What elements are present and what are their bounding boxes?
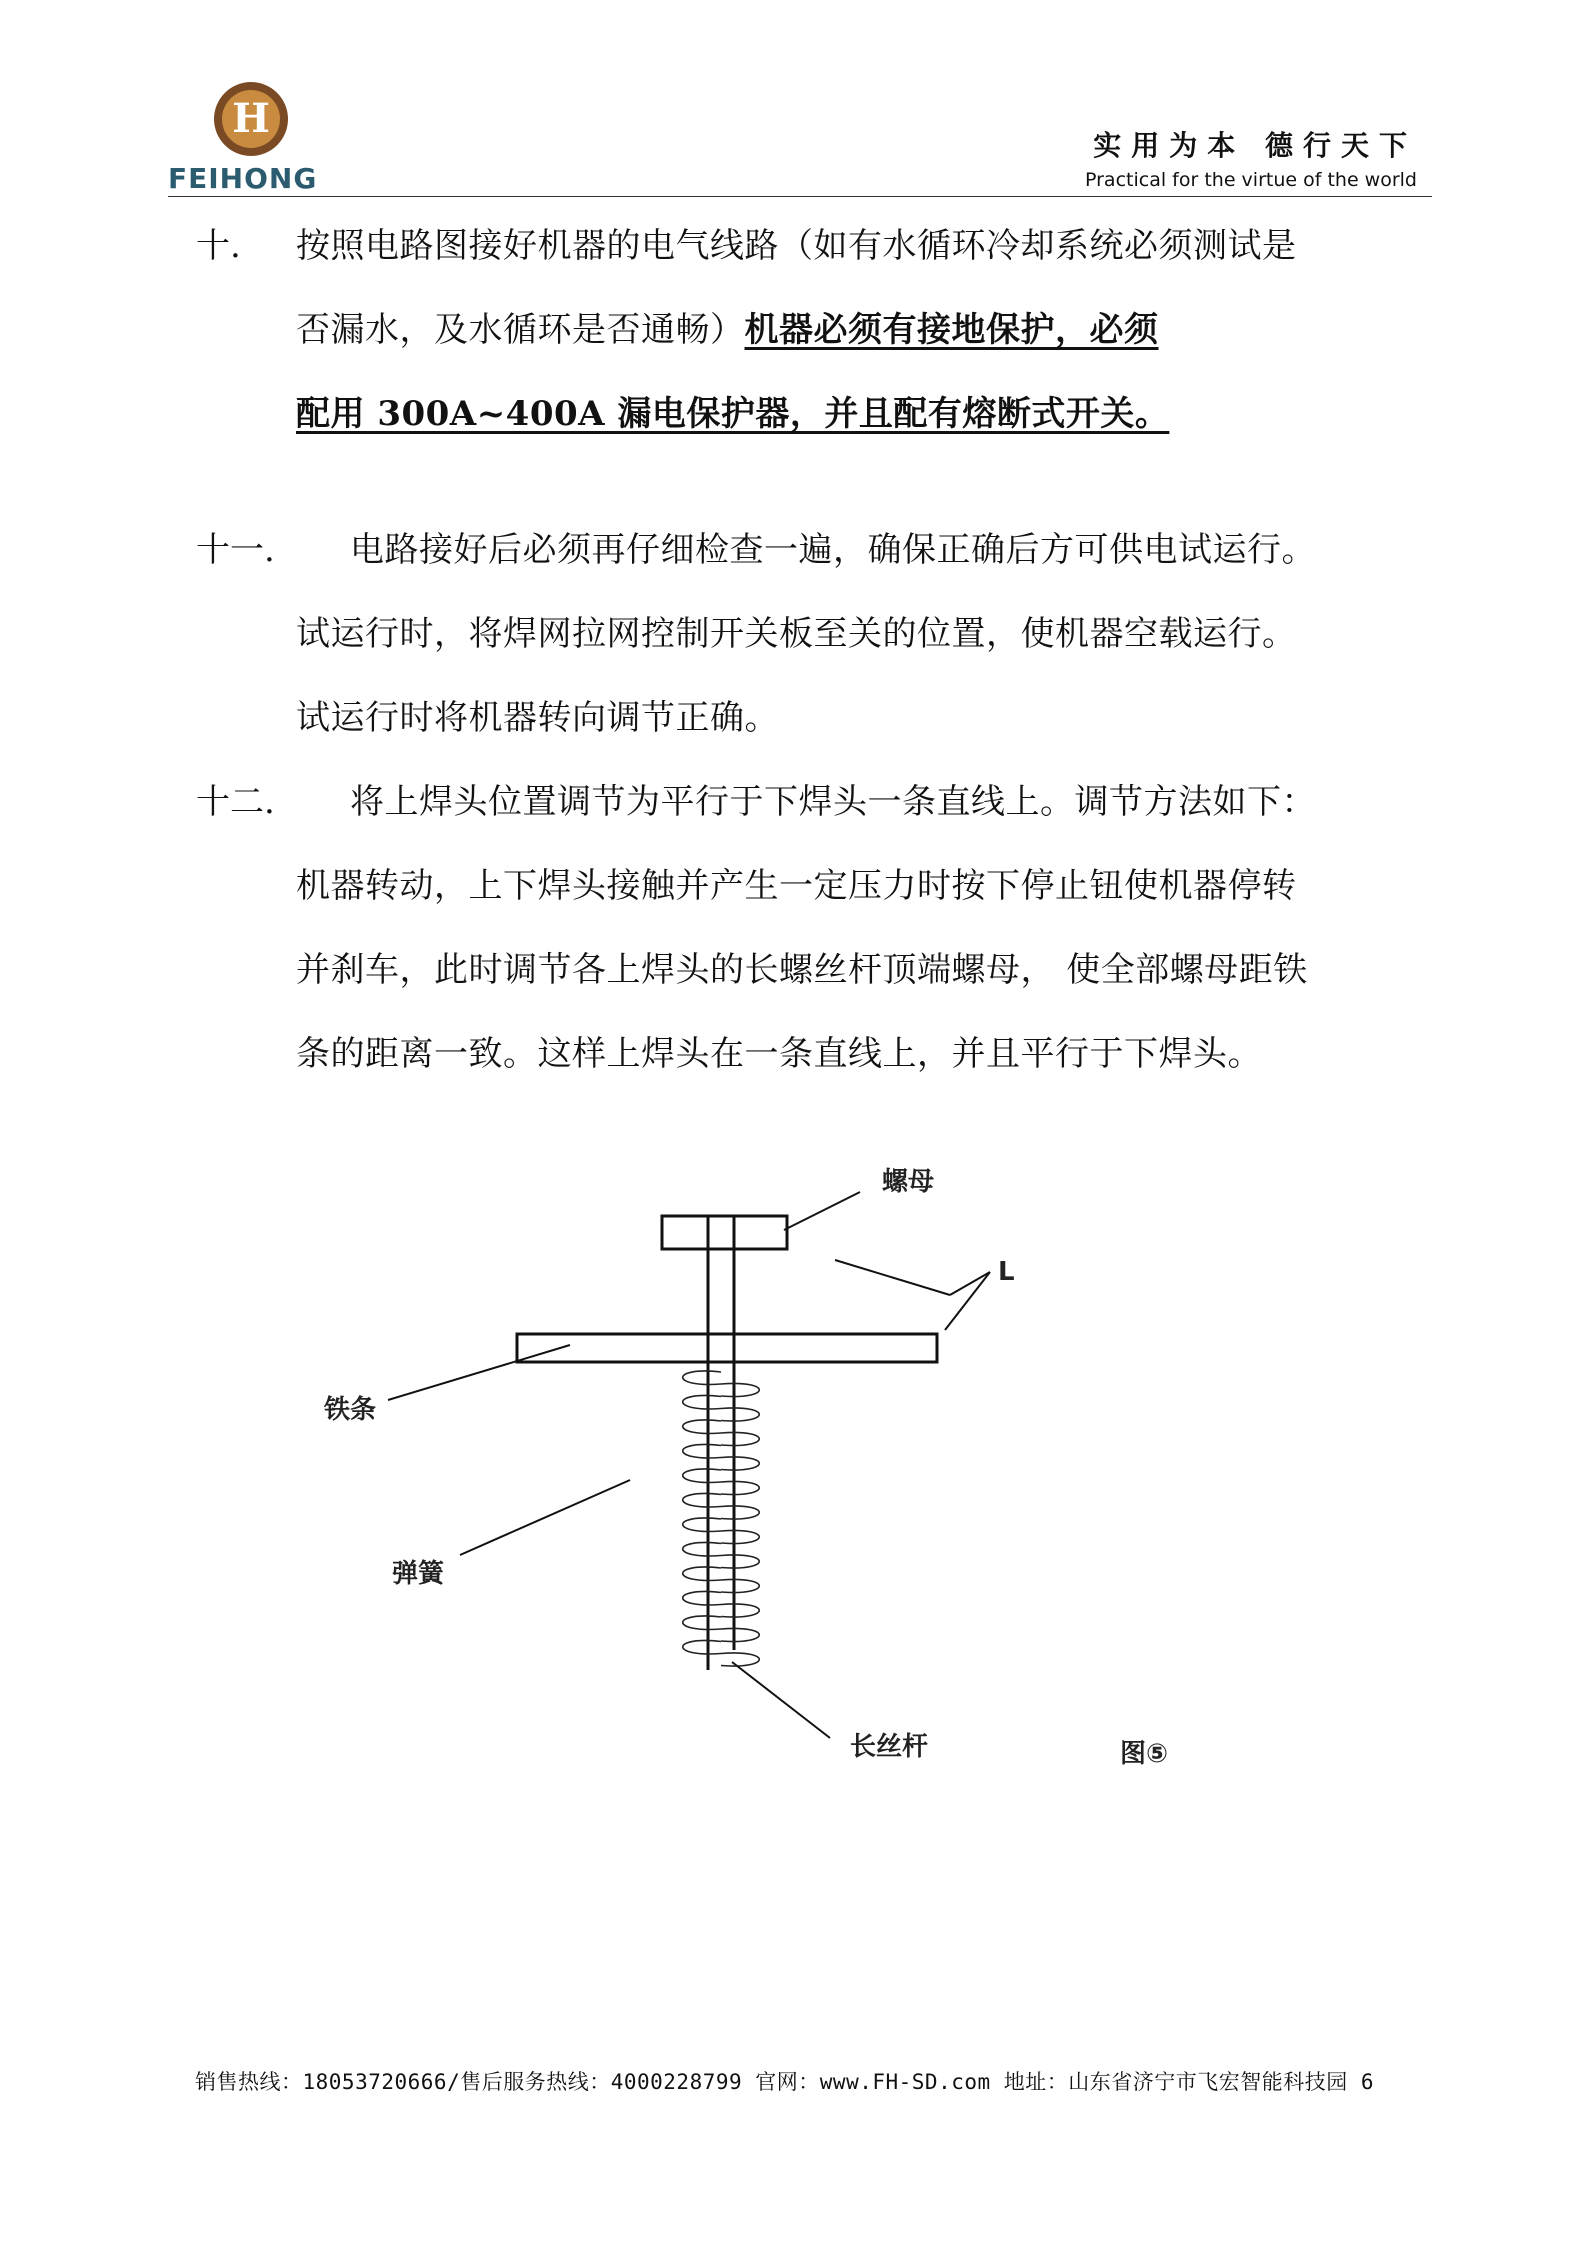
- leader-line-L-joint: [950, 1272, 990, 1295]
- section-line: 按照电路图接好机器的电气线路（如有水循环冷却系统必须测试是: [296, 226, 1297, 266]
- leader-line-nut: [784, 1192, 860, 1230]
- figure-caption: 图⑤: [1120, 1739, 1169, 1769]
- logo-emblem: [214, 82, 288, 156]
- section-line: 试运行时，将焊网拉网控制开关板至关的位置，使机器空载运行。: [296, 614, 1297, 654]
- spring-turn: [683, 1616, 760, 1642]
- spring-turn: [683, 1493, 760, 1519]
- motto-english: Practical for the virtue of the world: [1085, 169, 1417, 191]
- section-number: 十.: [196, 226, 241, 266]
- spring-turn: [683, 1518, 760, 1544]
- section-number: 十一.: [196, 530, 275, 570]
- leader-line-spring: [460, 1480, 630, 1555]
- label-long-rod: 长丝杆: [850, 1732, 929, 1762]
- footer-contact: 销售热线：18053720666/售后服务热线：4000228799 官网：www.FH-SD.com 地址：山东省济宁市飞宏智能科技园 6: [195, 2070, 1375, 2094]
- label-iron-bar: 铁条: [324, 1395, 377, 1425]
- section-line: 试运行时将机器转向调节正确。: [296, 698, 779, 738]
- section-number: 十二.: [196, 782, 275, 822]
- spring-turn: [683, 1591, 760, 1617]
- logo-glyph: H: [232, 95, 270, 142]
- section-line: 电路接好后必须再仔细检查一遍，确保正确后方可供电试运行。: [350, 530, 1316, 570]
- section-line: 并刹车，此时调节各上焊头的长螺丝杆顶端螺母， 使全部螺母距铁: [296, 950, 1308, 990]
- iron-bar-shape: [517, 1334, 937, 1362]
- leader-line-L-bottom: [945, 1272, 990, 1330]
- logo-wordmark: FEIHONG: [168, 162, 318, 195]
- motto-chinese: 实用为本 德行天下: [1093, 129, 1417, 162]
- spring-turn: [683, 1395, 760, 1421]
- section-text-emphasis: 机器必须有接地保护，必须: [744, 310, 1159, 350]
- label-spring: 弹簧: [392, 1559, 445, 1589]
- section-text-plain: 否漏水，及水循环是否通畅）: [296, 310, 745, 350]
- section-text-emphasis: 配用 300A~400A 漏电保护器，并且配有熔断式开关。: [296, 394, 1170, 434]
- section-line: [296, 386, 1169, 435]
- spring-turn: [683, 1444, 760, 1470]
- company-logo: [168, 82, 348, 198]
- label-L: L: [998, 1257, 1015, 1287]
- spring-turn: [683, 1567, 760, 1593]
- section-line: 将上焊头位置调节为平行于下焊头一条直线上。调节方法如下：: [350, 782, 1316, 822]
- spring-turn: [683, 1469, 760, 1495]
- section-line: 机器转动，上下焊头接触并产生一定压力时按下停止钮使机器停转: [296, 866, 1297, 906]
- leader-line-rod: [732, 1662, 830, 1738]
- spring-turn: [683, 1420, 760, 1446]
- section-line: 条的距离一致。这样上焊头在一条直线上，并且平行于下焊头。: [296, 1034, 1262, 1074]
- leader-line-L-top: [835, 1260, 950, 1295]
- spring-turn: [683, 1542, 760, 1568]
- spring-coil: [683, 1371, 760, 1666]
- spring-turn: [683, 1371, 760, 1397]
- section-line: [296, 302, 1159, 351]
- figure-electrode-adjustment: [300, 1150, 1200, 1790]
- leader-line-bar: [388, 1345, 570, 1400]
- label-nut: 螺母: [882, 1167, 935, 1197]
- nut-shape: [662, 1216, 787, 1249]
- header-divider: [168, 196, 1432, 197]
- spring-turn: [683, 1640, 760, 1666]
